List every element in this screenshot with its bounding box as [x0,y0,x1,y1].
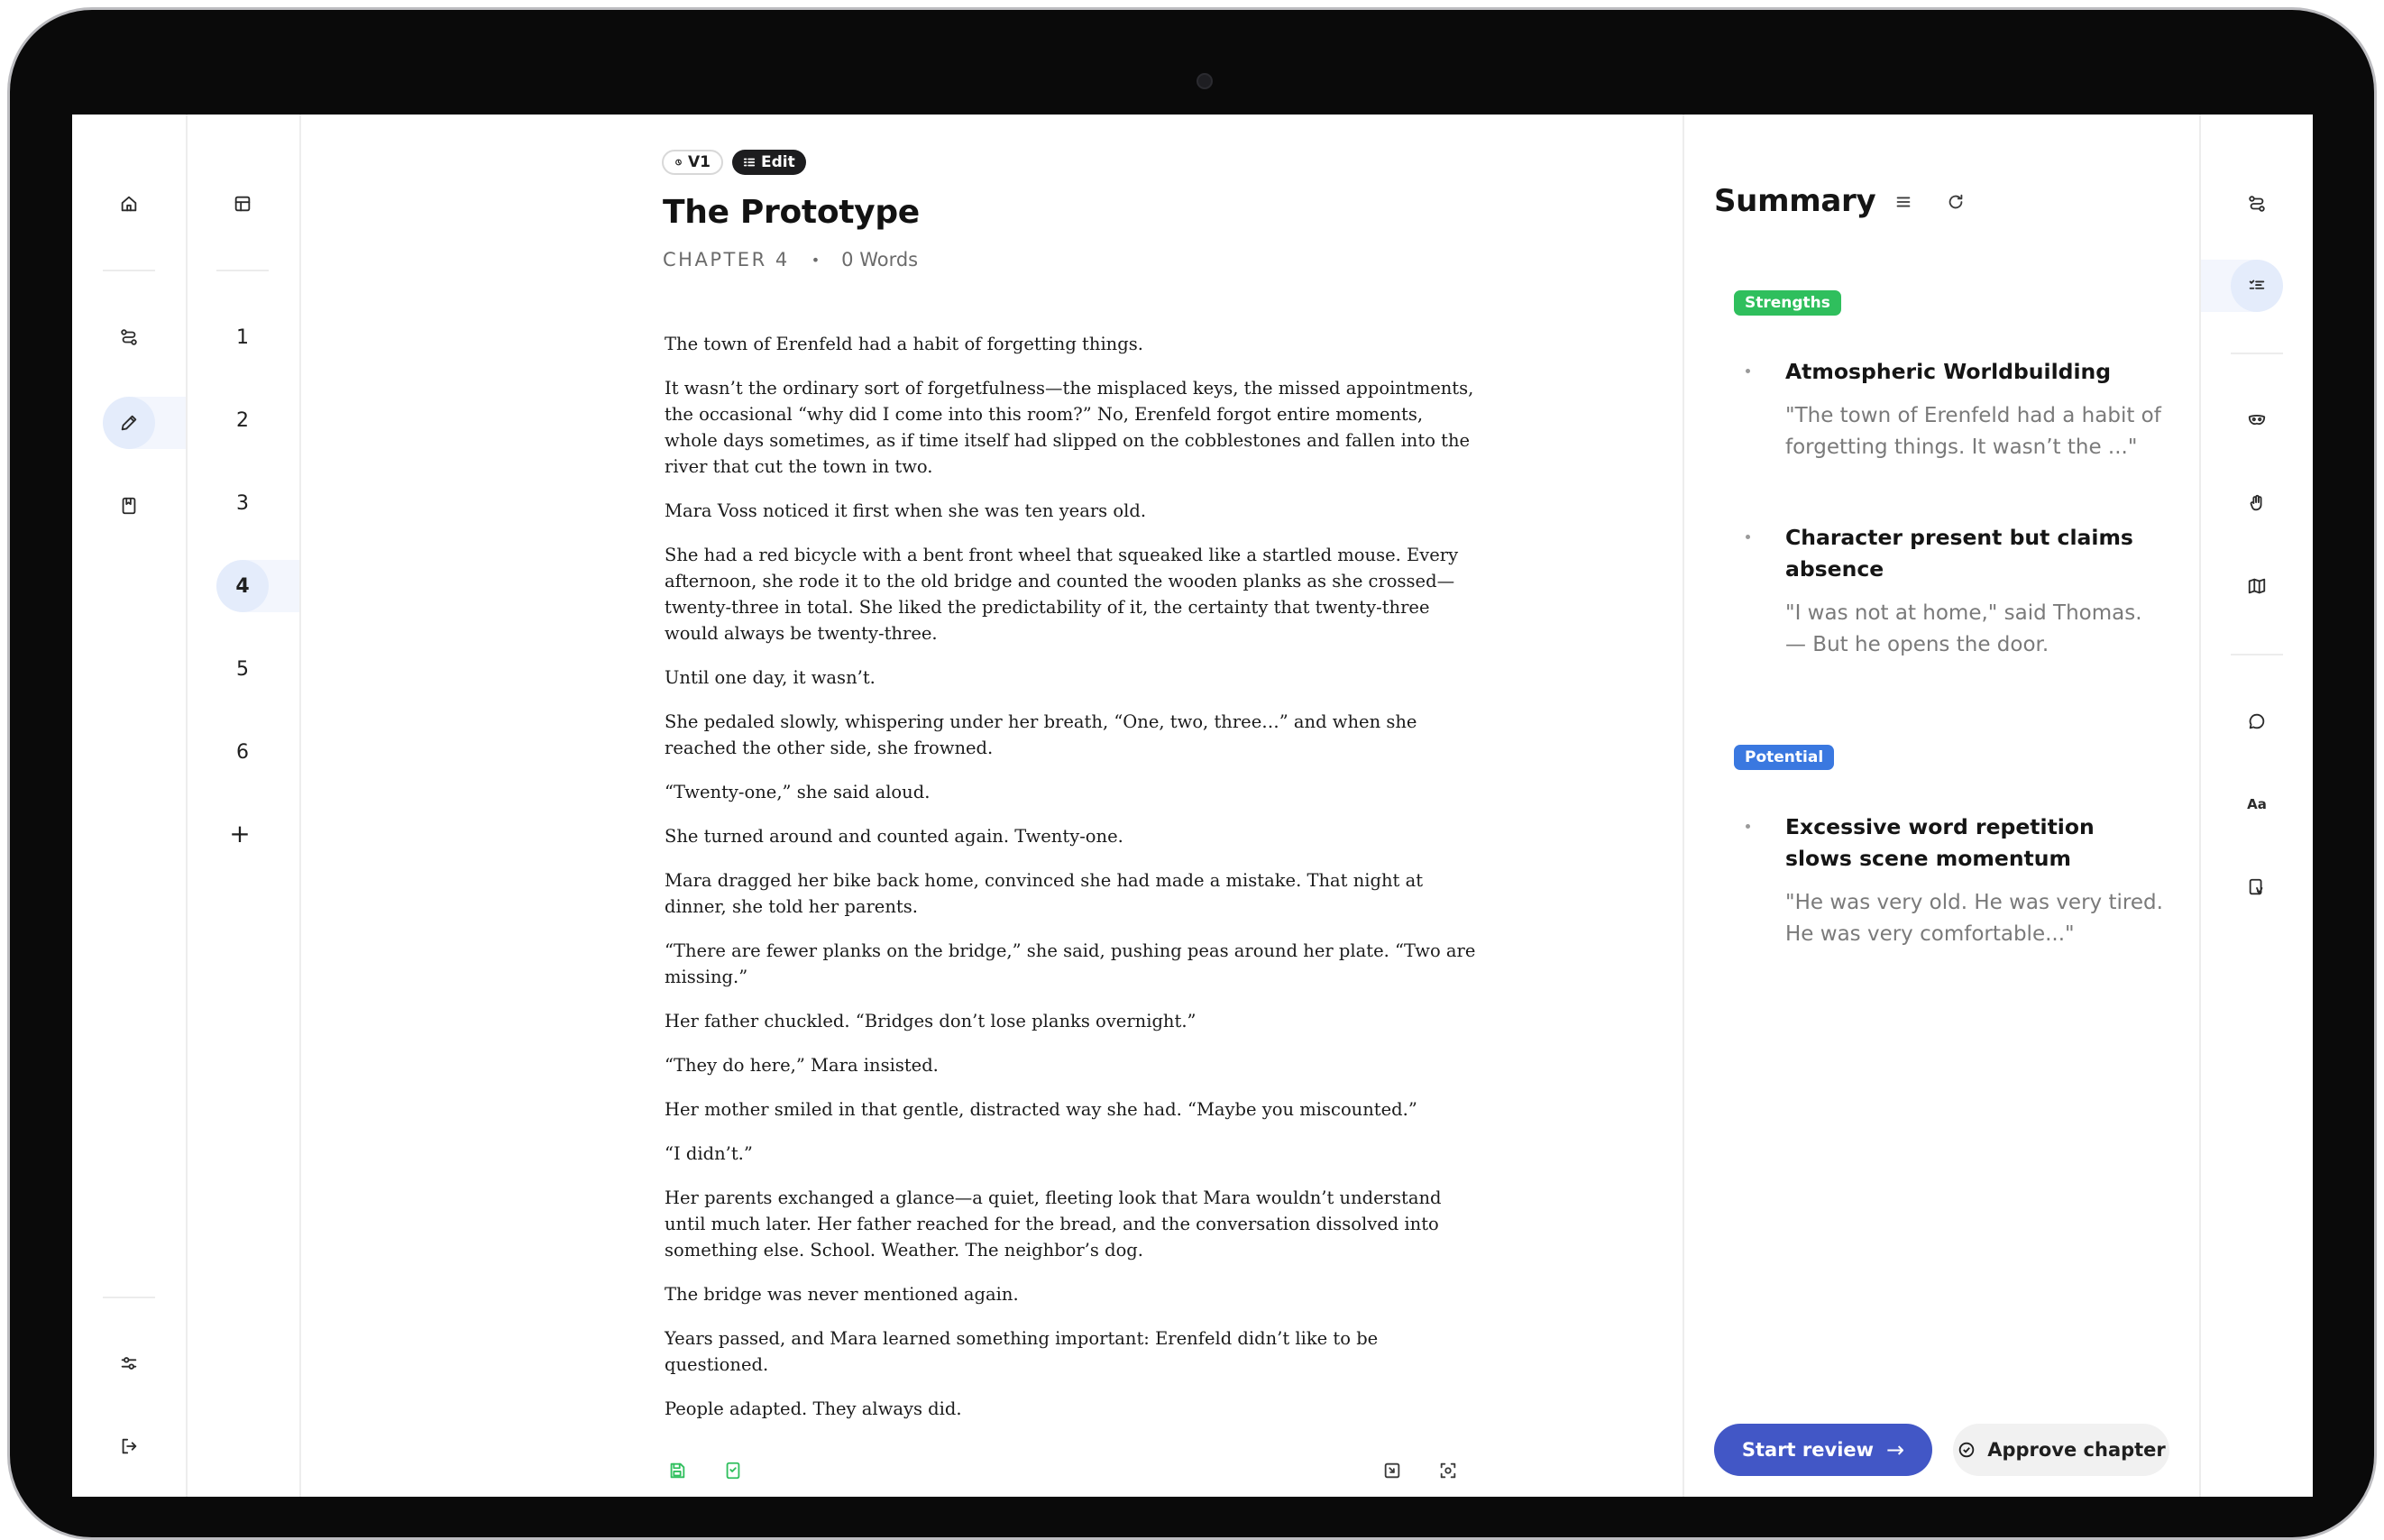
font-style-icon[interactable]: Aa [2247,796,2267,812]
paragraph: Years passed, and Mara learned something important: Erenfeld didn’t like to be questioned. [665,1328,1379,1375]
paragraph: “Twenty-one,” she said aloud. [665,782,931,802]
bullet [1746,535,1750,539]
paragraph: Her parents exchanged a glance—a quiet, fleeting look that Mara wouldn’t understand until much later. Her father reached for the bread, and the conversation dissolved into something else. School. Weather. The neighbor’s dog. [665,1187,1442,1260]
map-icon[interactable] [2231,560,2283,612]
refresh-icon[interactable] [1944,190,1967,214]
strength-item[interactable] [1735,522,2168,661]
chapter-item-5[interactable]: 5 [236,657,249,681]
logout-icon[interactable] [103,1420,155,1472]
primary-nav [72,115,188,1497]
document-title: The Prototype [663,194,920,231]
version-badge[interactable] [662,150,723,175]
app-window [72,115,2313,1497]
menu-icon[interactable] [1892,190,1915,214]
strength-quote: "The town of Erenfeld had a habit of forgetting things. It wasn’t the ..." [1785,404,2161,459]
paragraph: Her mother smiled in that gentle, distracted way she had. “Maybe you miscounted.” [665,1099,1417,1120]
chapter-item-3[interactable]: 3 [236,491,249,515]
paragraph: Mara dragged her bike back home, convinced she had made a mistake. That night at dinner, she told her parents. [665,870,1424,917]
meta-separator: • [811,251,821,269]
paragraph: The town of Erenfeld had a habit of forgetting things. [665,334,1143,354]
edit-mode-badge[interactable] [732,150,806,175]
edit-label: Edit [761,153,795,171]
flow-tool-icon[interactable] [2231,178,2283,230]
strength-title: Character present but claims absence [1785,525,2133,582]
editor-pane [299,115,1683,1497]
list-check-icon [743,156,756,169]
book-save-icon[interactable] [721,1459,745,1482]
approve-label: Approve chapter [1987,1439,2166,1461]
translate-book-icon[interactable] [2231,861,2283,913]
paragraph: She pedaled slowly, whispering under her breath, “One, two, three…” and when she reached the other side, she frowned. [665,711,1417,758]
summary-list-icon[interactable] [2231,260,2283,312]
summary-title: Summary [1714,183,1876,219]
paragraph: “I didn’t.” [665,1143,753,1164]
paragraph: “They do here,” Mara insisted. [665,1055,939,1076]
save-icon[interactable] [665,1459,689,1482]
strength-item[interactable] [1735,356,2168,463]
layout-panel-icon[interactable] [216,178,269,230]
chat-bubble-icon[interactable] [2231,695,2283,747]
paragraph: People adapted. They always did. [665,1398,962,1419]
sliders-icon[interactable] [103,1337,155,1389]
start-review-label: Start review [1741,1439,1875,1461]
version-label: V1 [688,153,711,171]
paragraph: It wasn’t the ordinary sort of forgetfulness—the misplaced keys, the missed appointments, the occasional “why did I come into this room?” No, Erenfeld forgot entire moments, whole days sometimes, as if time itself had slipped on the cobblestones and fallen into the river that cut the town in two. [665,378,1474,477]
flow-icon[interactable] [103,311,155,363]
chapter-item-1[interactable]: 1 [236,325,249,349]
chapter-item-2[interactable]: 2 [236,408,249,432]
bookmark-book-icon[interactable] [103,480,155,532]
paragraph: The bridge was never mentioned again. [665,1284,1019,1305]
pencil-icon[interactable] [103,397,155,449]
bullet [1746,824,1750,829]
expand-window-icon[interactable] [1380,1459,1404,1482]
potential-quote: "He was very old. He was very tired. He was very comfortable..." [1785,891,2163,946]
summary-panel [1683,115,2201,1497]
manuscript-text[interactable] [665,331,1476,1440]
chapter-item-6[interactable]: 6 [236,740,249,764]
camera [1197,73,1213,89]
chapter-divider [216,270,269,271]
chapter-item-4[interactable]: 4 [235,574,250,598]
strength-quote: "I was not at home," said Thomas. — But he opens the door. [1785,601,2142,656]
potential-item[interactable] [1735,811,2168,950]
strengths-tag: Strengths [1734,290,1841,316]
start-review-button[interactable] [1714,1424,1932,1476]
paragraph: Mara Voss noticed it first when she was ten years old. [665,500,1147,521]
document-meta [663,249,918,270]
focus-mode-icon[interactable] [1436,1459,1460,1482]
version-icon [674,156,683,169]
strength-title: Atmospheric Worldbuilding [1785,359,2112,384]
chapter-label: CHAPTER 4 [663,249,790,270]
add-chapter-button[interactable]: + [229,818,251,848]
potential-tag: Potential [1734,745,1834,770]
nav-divider [103,270,155,271]
arrow-right-icon: → [1886,1437,1905,1462]
nav-divider-bottom [103,1297,155,1298]
paragraph: She turned around and counted again. Twenty-one. [665,826,1123,847]
check-circle-icon [1957,1440,1976,1460]
tool-divider [2231,353,2283,354]
paragraph: Until one day, it wasn’t. [665,667,876,688]
mask-icon[interactable] [2231,394,2283,446]
hand-icon[interactable] [2231,477,2283,529]
tool-divider [2231,654,2283,655]
home-icon[interactable] [103,178,155,230]
approve-chapter-button[interactable] [1953,1424,2169,1476]
bullet [1746,369,1750,373]
paragraph: Her father chuckled. “Bridges don’t lose planks overnight.” [665,1011,1197,1031]
paragraph: She had a red bicycle with a bent front wheel that squeaked like a startled mouse. Every afternoon, she rode it to the old bridge and counted the wooden planks as she crossed—twenty-three in total. She liked the predictability of it, the certainty that twenty-three would always be twenty-three. [665,545,1459,644]
chapter-rail [186,115,301,1497]
word-count: 0 Words [841,249,919,270]
potential-title: Excessive word repetition slows scene momentum [1785,814,2095,871]
paragraph: “There are fewer planks on the bridge,” she said, pushing peas around her plate. “Two are missing.” [665,940,1476,987]
tool-rail [2201,115,2313,1497]
